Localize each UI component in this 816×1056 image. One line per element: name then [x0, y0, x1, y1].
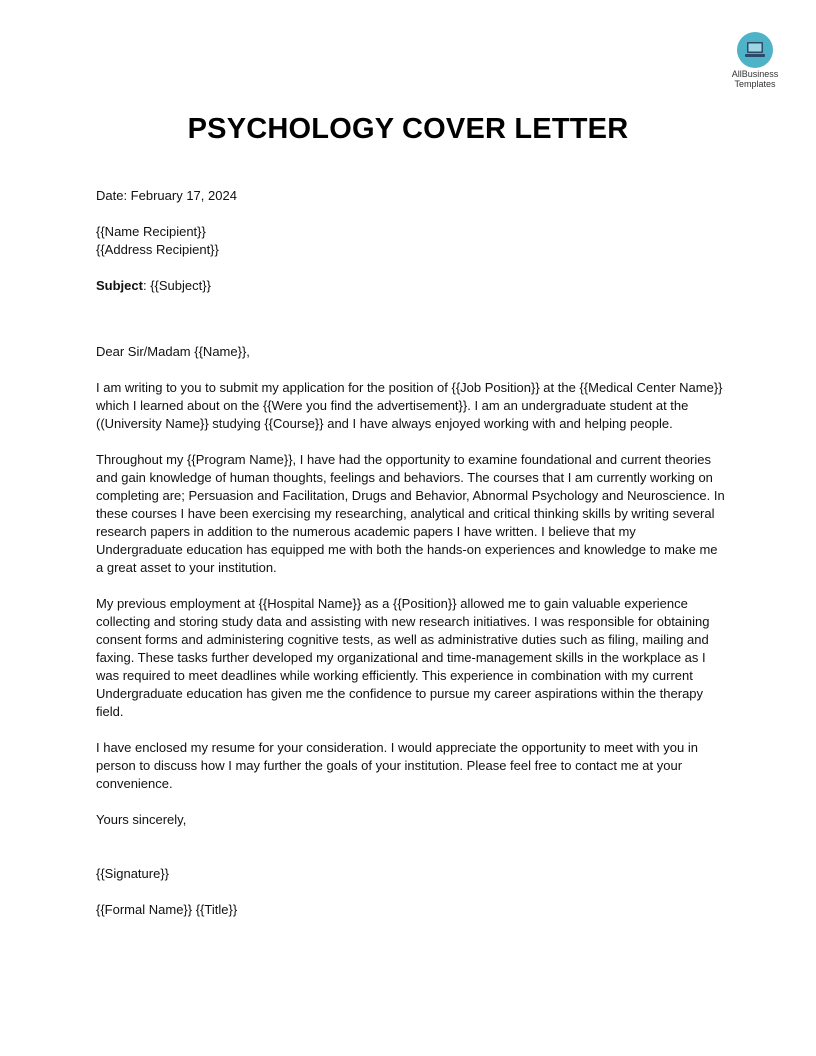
allbusiness-templates-logo[interactable] — [722, 32, 788, 89]
paragraph-3: My previous employment at {{Hospital Name}} as a {{Position}} allowed me to gain valuable experience collecting and storing study data and assisting with new research initiatives. I was responsible for obtaining consent forms and administering cognitive tests, as well as administrative duties such as filing, mailing and faxing. These tasks further developed my organizational and time-management skills in the workplace as I was required to meet deadlines while working efficiently. This experience in combination with my current Undergraduate education has given me the confidence to pursue my career aspirations within the therapy field. — [96, 596, 710, 719]
salutation: Dear Sir/Madam {{Name}}, — [96, 344, 250, 359]
paragraph-1: I am writing to you to submit my application for the position of {{Job Position}} at the {{Medical Center Name}} which I learned about on the {{Were you find the advertisement}}. I am an undergraduate student at the ((University Name}} studying {{Course}} and I have always enjoyed working with and helping people. — [96, 380, 723, 431]
logo-line-1: AllBusiness — [731, 69, 779, 79]
subject-label: Subject — [96, 278, 143, 293]
letter-body — [96, 187, 726, 919]
laptop-icon — [737, 32, 773, 68]
logo-text — [722, 69, 788, 89]
logo-line-2: Templates — [734, 79, 776, 89]
signature: {{Signature}} — [96, 866, 170, 881]
subject-value: : {{Subject}} — [142, 278, 211, 293]
document-title: PSYCHOLOGY COVER LETTER — [187, 113, 629, 145]
paragraph-4: I have enclosed my resume for your consideration. I would appreciate the opportunity to meet with you in person to discuss how I may further the goals of your institution. Please feel free to contact me at your convenience. — [96, 740, 698, 791]
closing: Yours sincerely, — [96, 812, 187, 827]
formal-name-title: {{Formal Name}} {{Title}} — [96, 902, 238, 917]
date-line: Date: February 17, 2024 — [96, 188, 237, 203]
paragraph-2: Throughout my {{Program Name}}, I have had the opportunity to examine foundational and current theories and gain knowledge of human thoughts, feelings and behaviors. The courses that I am currently working on completing are; Persuasion and Facilitation, Drugs and Behavior, Abnormal Psychology and Neuroscience. In these courses I have been exercising my researching, analytical and critical thinking skills by writing several research papers in addition to the numerous academic papers I have written. I believe that my Undergraduate education has equipped me with both the hands-on experiences and knowledge to make me a great asset to your institution. — [96, 452, 725, 575]
recipient-name: {{Name Recipient}} — [96, 224, 206, 239]
recipient-address: {{Address Recipient}} — [96, 242, 219, 257]
subject-line — [96, 277, 726, 295]
laptop-icon-graphic — [745, 41, 765, 59]
